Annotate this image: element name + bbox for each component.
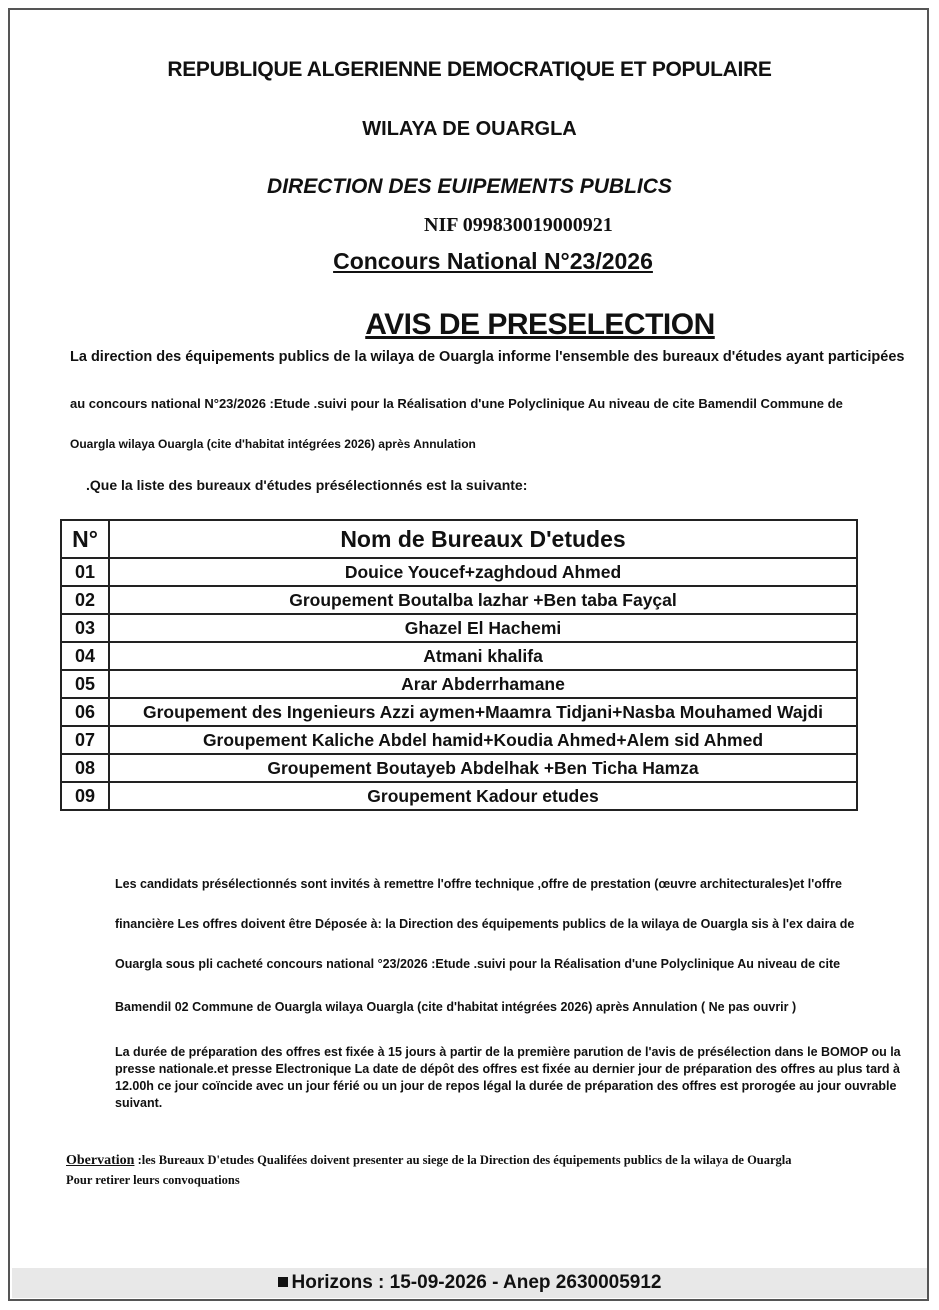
table-row (61, 670, 857, 698)
instructions-line-1: Les candidats présélectionnés sont invités à remettre l'offre technique ,offre de prestation (œuvre architecturales)et l'offre (115, 877, 842, 891)
table-row (61, 726, 857, 754)
table-row (61, 586, 857, 614)
observation-text: :les Bureaux D'etudes Qualifées doivent presenter au siege de la Direction des équipements publics de la wilaya de Ouargla (134, 1153, 792, 1167)
instructions-line-2: financière Les offres doivent être Déposée à: la Direction des équipements publics de la wilaya de Ouargla sis à l'ex daira de (115, 917, 855, 931)
republic-heading: REPUBLIQUE ALGERIENNE DEMOCRATIQUE ET POPULAIRE (167, 58, 772, 81)
wilaya-heading: WILAYA DE OUARGLA (362, 118, 577, 140)
table-row (61, 614, 857, 642)
nif-number: NIF 099830019000921 (424, 214, 613, 236)
row-num: 01 (61, 558, 109, 586)
observation-text-2: Pour retirer leurs convoquations (66, 1173, 240, 1187)
row-name: Groupement Kadour etudes (109, 782, 857, 810)
row-num: 05 (61, 670, 109, 698)
avis-title: AVIS DE PRESELECTION (365, 308, 715, 341)
instructions-line-4: Bamendil 02 Commune de Ouargla wilaya Ouargla (cite d'habitat intégrées 2026) après Annulation ( Ne pas ouvrir ) (115, 1000, 797, 1014)
footer-text: Horizons : 15-09-2026 - Anep 2630005912 (291, 1272, 662, 1293)
bureaux-table (60, 519, 858, 811)
row-num: 09 (61, 782, 109, 810)
intro-line-1: La direction des équipements publics de la wilaya de Ouargla informe l'ensemble des bureaux d'études ayant participées (70, 349, 905, 365)
row-name: Groupement Kaliche Abdel hamid+Koudia Ahmed+Alem sid Ahmed (109, 726, 857, 754)
row-name: Groupement Boutayeb Abdelhak +Ben Ticha Hamza (109, 754, 857, 782)
observation (66, 1153, 792, 1169)
footer-bar (12, 1268, 927, 1298)
row-name: Douice Youcef+zaghdoud Ahmed (109, 558, 857, 586)
observation-label: Obervation (66, 1153, 135, 1168)
intro-line-4: .Que la liste des bureaux d'études présélectionnés est la suivante: (86, 477, 528, 493)
row-num: 02 (61, 586, 109, 614)
row-num: 04 (61, 642, 109, 670)
table-row (61, 698, 857, 726)
square-bullet-icon (278, 1277, 288, 1287)
row-name: Atmani khalifa (109, 642, 857, 670)
duration-paragraph: La durée de préparation des offres est fixée à 15 jours à partir de la première parution de l'avis de présélection dans le BOMOP ou la presse nationale.et presse Electronique La date de dépôt des offres est fixée au dernier jour de préparation des offres au plus tard à 12.00h ce jour coïncide avec un jour férié ou un jour de repos légal la durée de préparation des offres est prorogée au jour ouvrable suivant. (115, 1045, 901, 1110)
row-num: 08 (61, 754, 109, 782)
row-num: 06 (61, 698, 109, 726)
row-num: 03 (61, 614, 109, 642)
direction-heading: DIRECTION DES EUIPEMENTS PUBLICS (267, 175, 672, 198)
table-row (61, 754, 857, 782)
row-name: Arar Abderrhamane (109, 670, 857, 698)
table-row (61, 642, 857, 670)
row-name: Ghazel El Hachemi (109, 614, 857, 642)
instructions-line-3: Ouargla sous pli cacheté concours national °23/2026 :Etude .suivi pour la Réalisation d'une Polyclinique Au niveau de cite (115, 957, 841, 971)
table-header-row (61, 520, 857, 558)
concours-title: Concours National N°23/2026 (333, 248, 653, 274)
intro-line-3: Ouargla wilaya Ouargla (cite d'habitat intégrées 2026) après Annulation (70, 437, 476, 451)
intro-line-2: au concours national N°23/2026 :Etude .suivi pour la Réalisation d'une Polyclinique Au niveau de cite Bamendil Commune de (70, 396, 843, 411)
table-row (61, 782, 857, 810)
row-num: 07 (61, 726, 109, 754)
row-name: Groupement Boutalba lazhar +Ben taba Fayçal (109, 586, 857, 614)
table-row (61, 558, 857, 586)
col-name-header: Nom de Bureaux D'etudes (109, 520, 857, 558)
col-num-header: N° (61, 520, 109, 558)
row-name: Groupement des Ingenieurs Azzi aymen+Maamra Tidjani+Nasba Mouhamed Wajdi (109, 698, 857, 726)
